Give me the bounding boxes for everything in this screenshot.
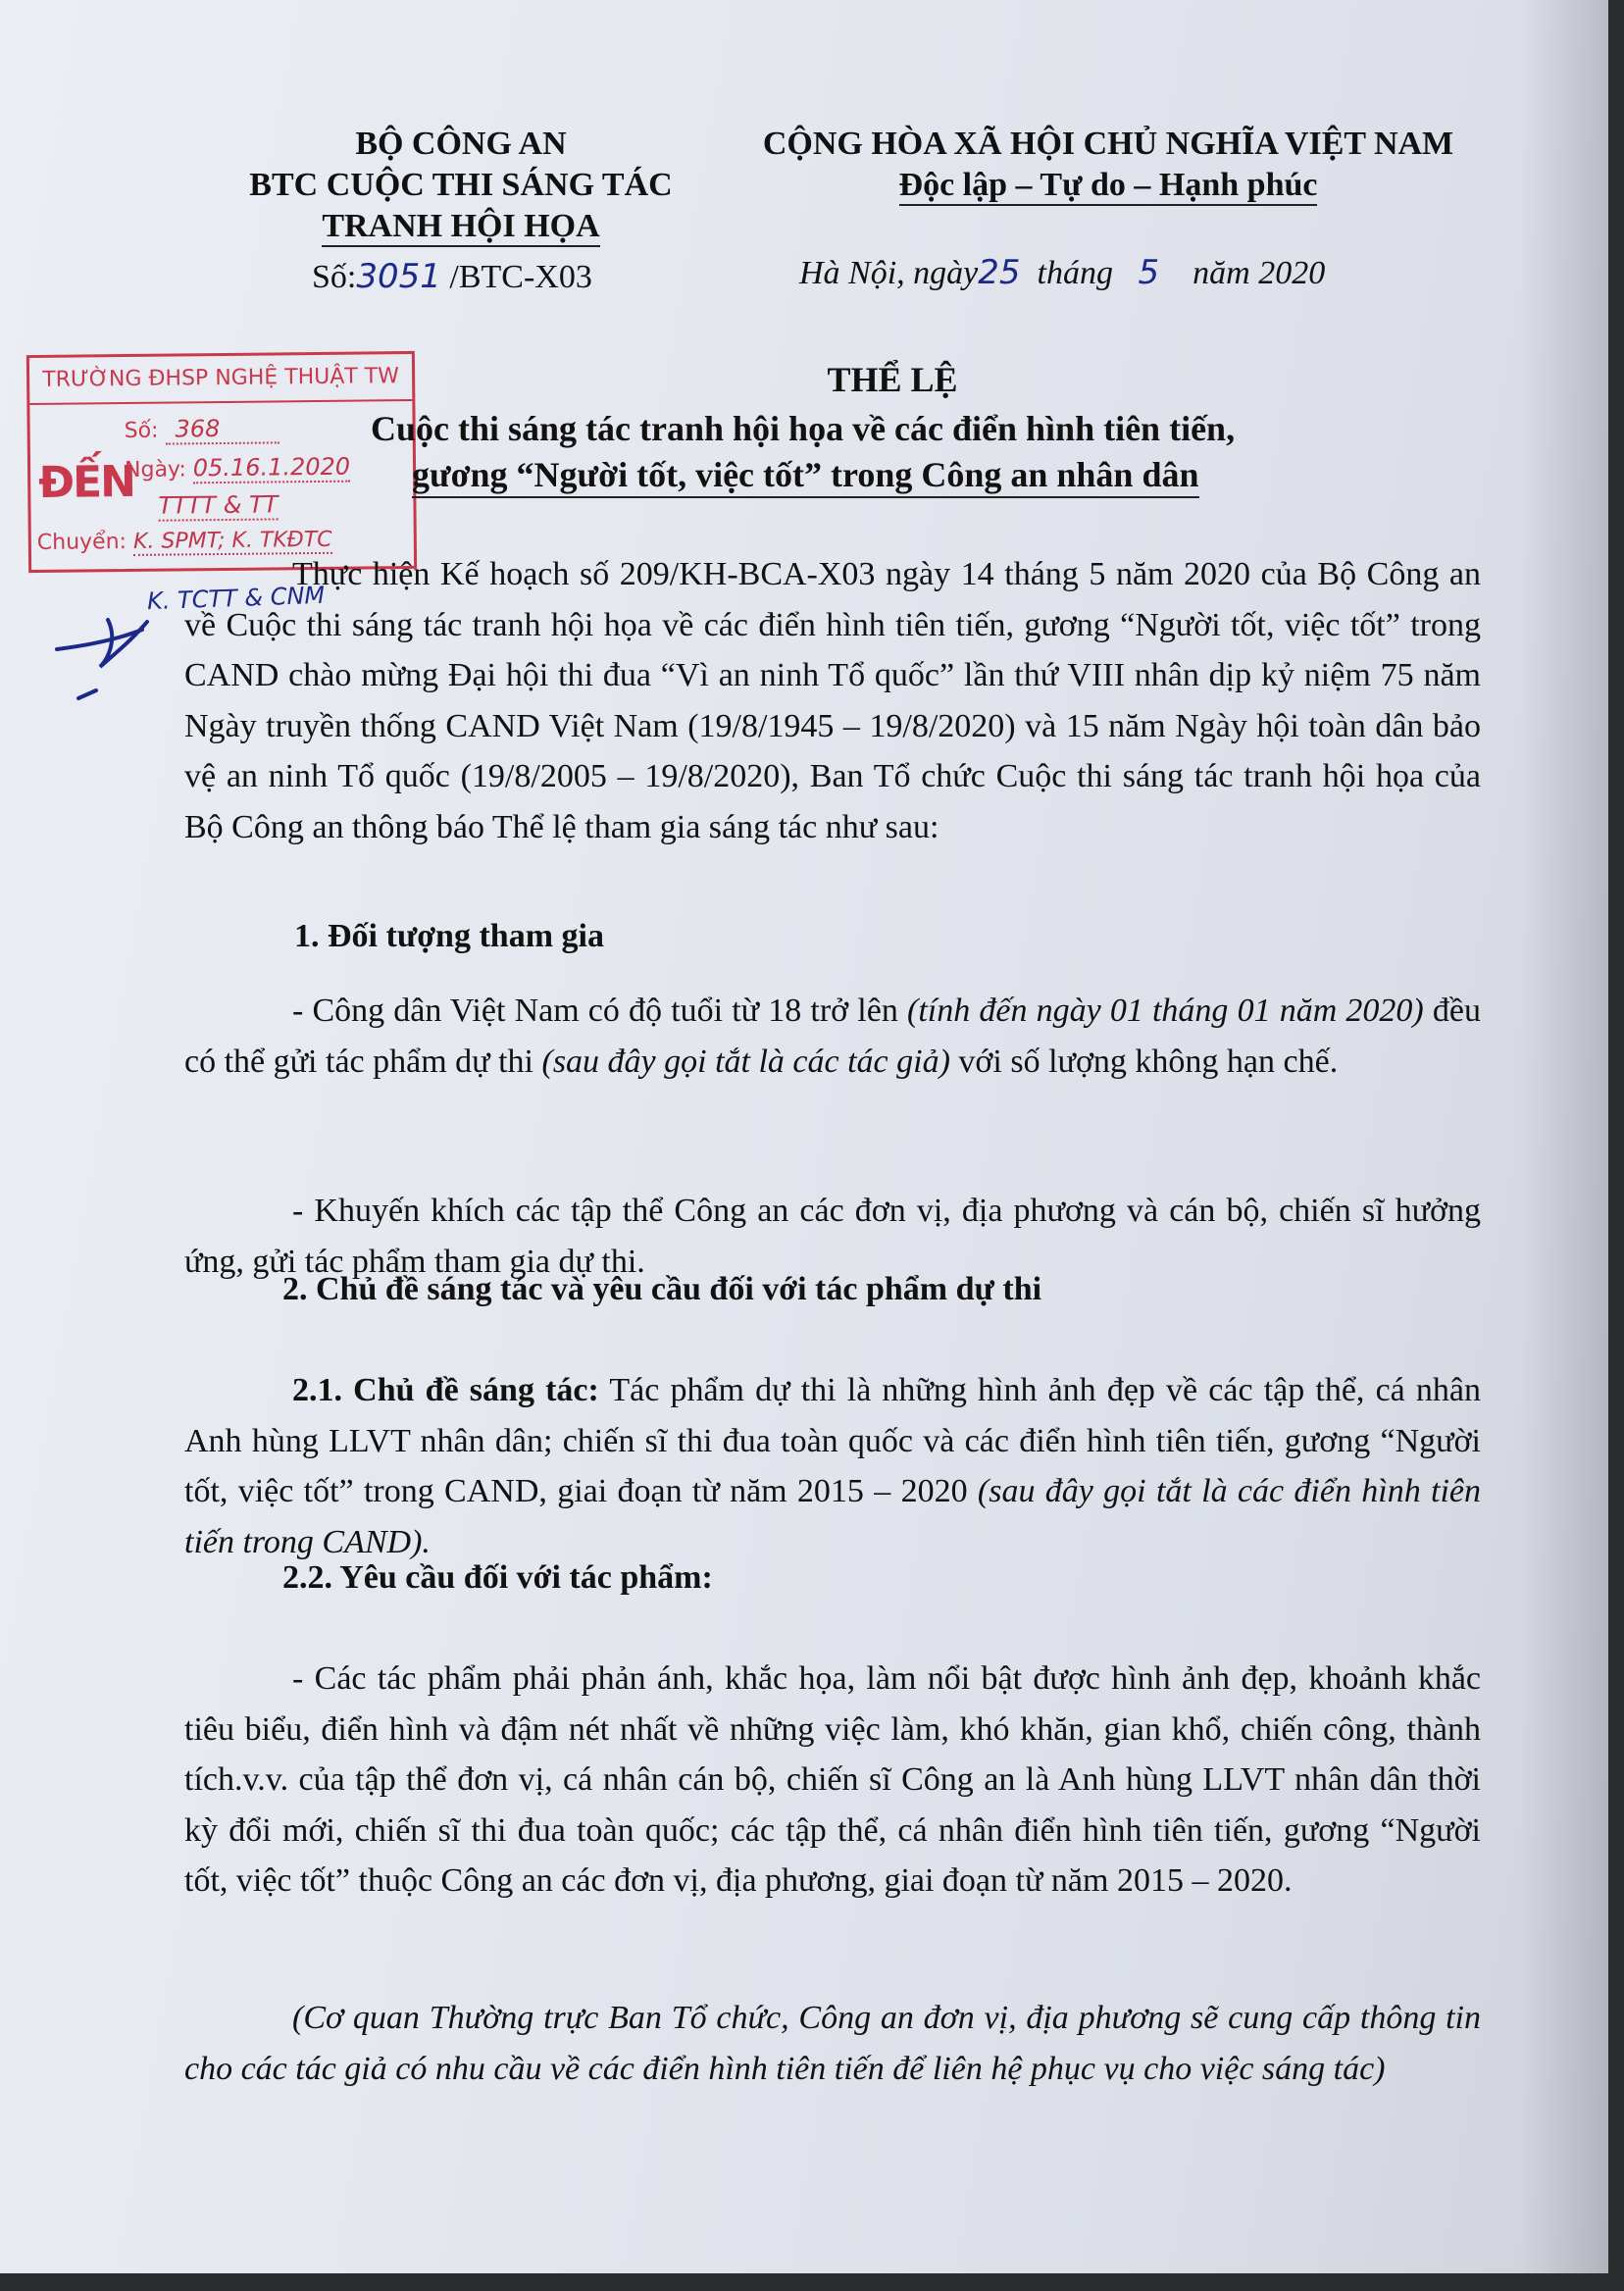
intro-text: Thực hiện Kế hoạch số 209/KH-BCA-X03 ngày 14 tháng 5 năm 2020 của Bộ Công an về Cuộc thi sáng tác tranh hội họa về các điển hình tiên tiến, gương “Người tốt, việc tốt” trong CAND chào mừng Đại hội thi đua “Vì an ninh Tổ quốc” lần thứ VIII nhân dịp kỷ niệm 75 năm Ngày truyền thống CAND Việt Nam (19/8/1945 – 19/8/2020) và 15 năm Ngày hội toàn dân bảo vệ an ninh Tổ quốc (19/8/2005 – 19/8/2020), Ban Tổ chức Cuộc thi sáng tác tranh hội họa của Bộ Công an thông báo Thể lệ tham gia sáng tác như sau:: [184, 556, 1481, 845]
section-2-2-heading: 2.2. Yêu cầu đối với tác phẩm:: [282, 1559, 713, 1596]
stamp-date-row: [125, 453, 350, 483]
document-number: [312, 257, 592, 297]
date-month: 5: [1138, 253, 1160, 292]
organizer-line-1: BTC CUỘC THI SÁNG TÁC: [249, 167, 673, 203]
s1-p1-a: - Công dân Việt Nam có độ tuổi từ 18 trở lên: [292, 993, 898, 1029]
subtitle-line-1: Cuộc thi sáng tác tranh hội họa về các điển hình tiên tiến,: [371, 409, 1236, 448]
stamp-number-row: [125, 414, 279, 443]
stamp-date-value: 05.16.1.2020: [192, 452, 351, 483]
s21-label: 2.1. Chủ đề sáng tác:: [292, 1372, 599, 1408]
organizer-line-2: TRANH HỘI HỌA: [211, 206, 711, 247]
s21-italic: (sau đây gọi tắt là các điển hình tiên tiến trong CAND).: [184, 1473, 1482, 1560]
s1-p1-b: (tính đến ngày 01 tháng 01 năm 2020): [907, 993, 1424, 1029]
country-name: CỘNG HÒA XÃ HỘI CHỦ NGHĨA VIỆT NAM: [762, 126, 1454, 162]
stamp-number-label: Số:: [124, 418, 159, 444]
stamp-forward-value: K. SPMT; K. TKĐTC: [132, 527, 332, 554]
number-prefix: Số:: [312, 259, 357, 295]
date-month-label: tháng: [1037, 255, 1113, 291]
stamp-date-label: Ngày:: [124, 457, 186, 484]
number-value: 3051: [356, 257, 441, 296]
section-1-heading: 1. Đối tượng tham gia: [294, 918, 604, 954]
s22-p1: - Các tác phẩm phải phản ánh, khắc họa, làm nổi bật được hình ảnh đẹp, khoảnh khắc tiêu biểu, điển hình và đậm nét nhất về những việc làm, khó khăn, gian khổ, chiến công, thành tích.v.v. của tập thể đơn vị, cá nhân cán bộ, chiến sĩ Công an là Anh hùng LLVT nhân dân thời kỳ đổi mới, chiến sĩ thi đua toàn quốc; các tập thể, cá nhân điển hình tiên tiến, gương “Người tốt, việc tốt” thuộc Công an các đơn vị, địa phương, giai đoạn từ năm 2015 – 2020.: [184, 1660, 1481, 1899]
subtitle-line-2: gương “Người tốt, việc tốt” trong Công an nhân dân: [412, 453, 1199, 498]
s1-p1-c: đều có thể gửi tác phẩm dự thi: [184, 993, 1482, 1080]
ministry-name: BỘ CÔNG AN: [355, 126, 567, 162]
date-line: [799, 253, 1325, 293]
document-title: THỂ LỆ: [827, 360, 958, 399]
handwritten-note: K. TCTT & CNM: [146, 581, 326, 616]
date-place: Hà Nội, ngày: [799, 255, 979, 291]
stamp-forward-label: Chuyển:: [36, 530, 127, 555]
s1-p1-e: với số lượng không hạn chế.: [958, 1043, 1339, 1080]
s22-note: (Cơ quan Thường trực Ban Tổ chức, Công an đơn vị, địa phương sẽ cung cấp thông tin cho các tác giả có nhu cầu về các điển hình tiên tiến để liên hệ phục vụ cho việc sáng tác): [184, 2000, 1481, 2087]
motto: Độc lập – Tự do – Hạnh phúc: [716, 165, 1500, 206]
section-1-paragraph-1: [184, 986, 1481, 1087]
number-suffix: /BTC-X03: [449, 259, 592, 295]
date-day: 25: [978, 253, 1021, 292]
stamp-school-name: TRƯỜNG ĐHSP NGHỆ THUẬT TW: [29, 354, 412, 405]
page-shadow: [1520, 0, 1608, 2273]
national-header: [716, 124, 1500, 206]
s1-p2: - Khuyến khích các tập thể Công an các đơn vị, địa phương và cán bộ, chiến sĩ hưởng ứng, gửi tác phẩm tham gia dự thi.: [184, 1193, 1481, 1280]
intro-paragraph: [184, 549, 1481, 852]
stamp-number-value: 368: [165, 414, 279, 444]
section-2-heading: 2. Chủ đề sáng tác và yêu cầu đối với tác phẩm dự thi: [282, 1271, 1042, 1307]
section-2-2-paragraph: [184, 1620, 1481, 1940]
section-2-2-note: [184, 1960, 1481, 2127]
s21-text: Tác phẩm dự thi là những hình ảnh đẹp về các tập thể, cá nhân Anh hùng LLVT nhân dân; chiến sĩ thi đua toàn quốc và các điển hình tiên tiến, gương “Người tốt, việc tốt” trong CAND, giai đoạn từ năm 2015 – 2020: [184, 1372, 1481, 1509]
received-stamp: [26, 351, 417, 573]
handwritten-signature-mark: [49, 600, 177, 708]
s1-p1-d: (sau đây gọi tắt là các tác giả): [541, 1043, 950, 1080]
stamp-line3-row: [158, 490, 278, 519]
stamp-line3-value: TTTT & TT: [158, 490, 279, 520]
date-year: năm 2020: [1193, 255, 1326, 291]
issuer-block: [211, 124, 711, 247]
stamp-den: ĐẾN: [37, 456, 135, 508]
